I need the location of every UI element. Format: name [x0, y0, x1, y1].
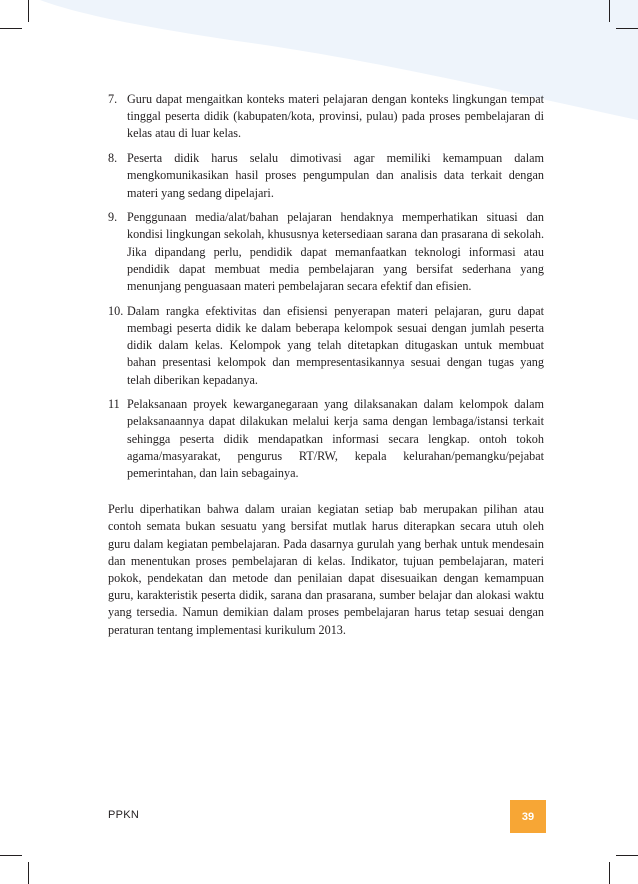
list-item-8: [108, 150, 544, 202]
crop-mark-top-left-horizontal: [0, 28, 22, 29]
list-item-9: [108, 209, 544, 295]
footer-subject-label: PPKN: [108, 809, 140, 821]
crop-mark-top-right-horizontal: [616, 28, 638, 29]
crop-mark-bottom-left-vertical: [28, 862, 29, 884]
list-item-10: [108, 303, 544, 389]
page-content: [108, 91, 544, 639]
list-item-11: [108, 396, 544, 482]
list-item-text: Dalam rangka efektivitas dan efisiensi penyerapan materi pelajaran, guru dapat membagi peserta didik ke dalam beberapa kelompok sesuai dengan jumlah peserta didik dalam kelas. Kelompok yang telah ditetapkan ditugaskan untuk membuat bahan presentasi kelompok dan mempresentasikannya sesuai dengan tugas yang telah diberikan kepadanya.: [127, 303, 544, 387]
list-item-text: Pelaksanaan proyek kewarganegaraan yang dilaksanakan dalam kelompok dalam pelaksanaannya dapat dilakukan melalui kerja sama dengan lembaga/istansi terkait sehingga peserta didik mendapatkan informasi secara lengkap. ontoh tokoh agama/masyarakat, pengurus RT/RW, kepala kelurahan/pemangku/pejabat pemerintahan, dan lain sebagainya.: [127, 397, 544, 481]
list-item-number: 8.: [108, 151, 118, 166]
guideline-list: [108, 91, 544, 482]
list-item-text: Peserta didik harus selalu dimotivasi agar memiliki kemampuan dalam mengkomunikasikan hasil proses pengumpulan dan analisis data terkait dengan materi yang sedang dipelajari.: [127, 151, 544, 200]
list-item-number: 10.: [108, 303, 124, 318]
list-item-7: [108, 91, 544, 143]
crop-mark-top-right-vertical: [609, 0, 610, 22]
list-item-text: Guru dapat mengaitkan konteks materi pelajaran dengan konteks lingkungan tempat tinggal peserta didik (kabupaten/kota, provinsi, pulau) pada proses pembelajaran di kelas atau di luar kelas.: [127, 92, 544, 141]
page-number-badge: 39: [510, 800, 546, 833]
crop-mark-bottom-right-vertical: [609, 862, 610, 884]
list-item-number: 9.: [108, 210, 118, 225]
crop-mark-top-left-vertical: [28, 0, 29, 22]
closing-paragraph: Perlu diperhatikan bahwa dalam uraian kegiatan setiap bab merupakan pilihan atau contoh semata bukan sesuatu yang bersifat mutlak harus diterapkan secara utuh oleh guru dalam kegiatan pembelajaran. Pada dasarnya gurulah yang berhak untuk mendesain dan menentukan proses pembelajaran di kelas. Indikator, tujuan pembelajaran, materi pokok, pendekatan dan metode dan penilaian dapat disesuaikan dengan kemampuan guru, karakteristik peserta didik, sarana dan prasarana, sumber belajar dan alokasi waktu yang tersedia. Namun demikian dalam proses pembelajaran harus tetap sesuai dengan peraturan tentang implementasi kurikulum 2013.: [108, 502, 544, 637]
crop-mark-bottom-left-horizontal: [0, 855, 22, 856]
crop-mark-bottom-right-horizontal: [616, 855, 638, 856]
list-item-text: Penggunaan media/alat/bahan pelajaran hendaknya memperhatikan situasi dan kondisi lingkungan sekolah, khususnya ketersediaan sarana dan prasarana di sekolah. Jika dipandang perlu, pendidik dapat memanfaatkan teknologi informasi atau pendidik dapat membuat media pembelajaran yang bersifat sederhana yang menunjang penguasaan materi pembelajaran secara efektif dan efisien.: [127, 210, 544, 294]
list-item-number: 7.: [108, 92, 118, 106]
list-item-number: 11: [108, 397, 120, 412]
